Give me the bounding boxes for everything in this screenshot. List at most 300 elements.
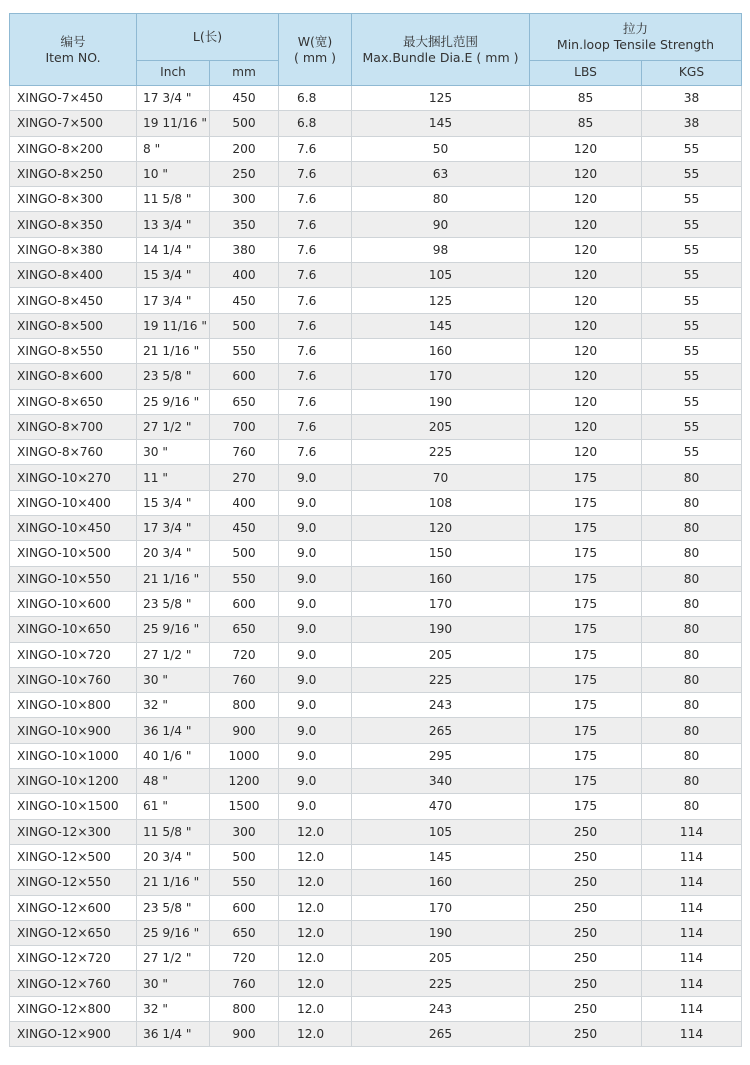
cell-tensile-lbs: 120 — [530, 313, 642, 338]
cell-item-no: XINGO-8×600 — [10, 364, 137, 389]
cell-item-no: XINGO-7×500 — [10, 111, 137, 136]
cell-length-mm: 400 — [210, 263, 279, 288]
cell-length-inch: 15 3/4 " — [137, 490, 210, 515]
cell-tensile-kgs: 114 — [642, 844, 742, 869]
cell-width: 6.8 — [279, 86, 352, 111]
cell-item-no: XINGO-10×800 — [10, 693, 137, 718]
cell-bundle-dia: 105 — [352, 263, 530, 288]
cell-bundle-dia: 205 — [352, 414, 530, 439]
cell-length-mm: 650 — [210, 617, 279, 642]
cell-item-no: XINGO-12×800 — [10, 996, 137, 1021]
cell-width: 12.0 — [279, 1021, 352, 1046]
cell-tensile-kgs: 114 — [642, 946, 742, 971]
table-row — [10, 414, 742, 439]
cell-tensile-lbs: 120 — [530, 389, 642, 414]
cell-length-inch: 11 5/8 " — [137, 819, 210, 844]
cell-length-mm: 760 — [210, 440, 279, 465]
cell-bundle-dia: 470 — [352, 794, 530, 819]
cell-bundle-dia: 190 — [352, 920, 530, 945]
cell-length-mm: 760 — [210, 971, 279, 996]
cell-length-mm: 500 — [210, 313, 279, 338]
table-row — [10, 591, 742, 616]
cell-tensile-lbs: 250 — [530, 870, 642, 895]
cell-tensile-kgs: 80 — [642, 718, 742, 743]
cell-item-no: XINGO-10×1500 — [10, 794, 137, 819]
cell-tensile-lbs: 120 — [530, 136, 642, 161]
cell-length-mm: 650 — [210, 920, 279, 945]
cell-width: 9.0 — [279, 642, 352, 667]
cell-length-mm: 500 — [210, 111, 279, 136]
cell-bundle-dia: 265 — [352, 1021, 530, 1046]
cell-tensile-lbs: 250 — [530, 895, 642, 920]
cell-bundle-dia: 265 — [352, 718, 530, 743]
cell-tensile-kgs: 80 — [642, 490, 742, 515]
cell-bundle-dia: 108 — [352, 490, 530, 515]
cell-length-mm: 450 — [210, 516, 279, 541]
header-width-line1: W(宽) — [297, 33, 333, 49]
table-row — [10, 769, 742, 794]
cell-tensile-lbs: 85 — [530, 86, 642, 111]
cell-length-mm: 550 — [210, 870, 279, 895]
cell-length-inch: 8 " — [137, 136, 210, 161]
cell-item-no: XINGO-10×600 — [10, 591, 137, 616]
table-row — [10, 338, 742, 363]
table-row — [10, 566, 742, 591]
cell-width: 9.0 — [279, 516, 352, 541]
header-length: L(长) — [137, 14, 279, 61]
cell-width: 7.6 — [279, 389, 352, 414]
cell-bundle-dia: 340 — [352, 769, 530, 794]
cell-length-mm: 550 — [210, 338, 279, 363]
cell-tensile-lbs: 120 — [530, 440, 642, 465]
cell-length-mm: 900 — [210, 718, 279, 743]
table-row — [10, 667, 742, 692]
table-row — [10, 718, 742, 743]
cell-tensile-kgs: 114 — [642, 870, 742, 895]
cell-tensile-kgs: 80 — [642, 769, 742, 794]
cell-tensile-lbs: 120 — [530, 187, 642, 212]
cell-item-no: XINGO-8×760 — [10, 440, 137, 465]
cell-length-inch: 17 3/4 " — [137, 516, 210, 541]
cell-width: 12.0 — [279, 920, 352, 945]
table-row — [10, 516, 742, 541]
cell-tensile-lbs: 85 — [530, 111, 642, 136]
table-row — [10, 819, 742, 844]
cell-tensile-lbs: 175 — [530, 794, 642, 819]
table-row — [10, 313, 742, 338]
cell-tensile-lbs: 175 — [530, 541, 642, 566]
table-row — [10, 642, 742, 667]
header-inch: Inch — [137, 61, 210, 86]
cell-tensile-lbs: 250 — [530, 920, 642, 945]
cell-item-no: XINGO-8×450 — [10, 288, 137, 313]
cell-length-inch: 30 " — [137, 667, 210, 692]
cell-bundle-dia: 243 — [352, 693, 530, 718]
cell-tensile-kgs: 80 — [642, 541, 742, 566]
cell-width: 9.0 — [279, 667, 352, 692]
cell-bundle-dia: 105 — [352, 819, 530, 844]
cell-width: 9.0 — [279, 541, 352, 566]
cell-width: 7.6 — [279, 212, 352, 237]
cell-width: 12.0 — [279, 844, 352, 869]
cell-item-no: XINGO-8×400 — [10, 263, 137, 288]
header-dia-line2: Max.Bundle Dia.E ( mm ) — [362, 49, 519, 65]
cell-length-inch: 20 3/4 " — [137, 541, 210, 566]
cell-bundle-dia: 70 — [352, 465, 530, 490]
cable-tie-spec-table — [9, 13, 742, 1047]
header-tensile — [530, 14, 742, 61]
cell-tensile-kgs: 55 — [642, 136, 742, 161]
table-row — [10, 440, 742, 465]
cell-item-no: XINGO-10×450 — [10, 516, 137, 541]
cell-item-no: XINGO-10×760 — [10, 667, 137, 692]
header-item-no — [10, 14, 137, 86]
cell-tensile-lbs: 250 — [530, 971, 642, 996]
cell-item-no: XINGO-8×250 — [10, 161, 137, 186]
cell-tensile-lbs: 250 — [530, 844, 642, 869]
cell-bundle-dia: 150 — [352, 541, 530, 566]
cell-tensile-kgs: 80 — [642, 617, 742, 642]
cell-bundle-dia: 145 — [352, 844, 530, 869]
cell-length-inch: 13 3/4 " — [137, 212, 210, 237]
cell-tensile-kgs: 80 — [642, 465, 742, 490]
table-row — [10, 136, 742, 161]
cell-length-inch: 20 3/4 " — [137, 844, 210, 869]
cell-item-no: XINGO-10×400 — [10, 490, 137, 515]
cell-tensile-kgs: 114 — [642, 1021, 742, 1046]
cell-tensile-kgs: 80 — [642, 667, 742, 692]
header-item-en: Item NO. — [45, 49, 101, 65]
cell-width: 7.6 — [279, 313, 352, 338]
table-row — [10, 743, 742, 768]
cell-length-inch: 21 1/16 " — [137, 338, 210, 363]
cell-tensile-kgs: 55 — [642, 338, 742, 363]
cell-tensile-kgs: 55 — [642, 364, 742, 389]
table-row — [10, 541, 742, 566]
header-width — [279, 14, 352, 86]
cell-item-no: XINGO-12×500 — [10, 844, 137, 869]
table-row — [10, 364, 742, 389]
cell-tensile-lbs: 175 — [530, 642, 642, 667]
cell-tensile-kgs: 55 — [642, 187, 742, 212]
cell-item-no: XINGO-8×500 — [10, 313, 137, 338]
cell-length-mm: 270 — [210, 465, 279, 490]
table-row — [10, 288, 742, 313]
cell-tensile-kgs: 55 — [642, 414, 742, 439]
cell-length-inch: 19 11/16 " — [137, 313, 210, 338]
cell-bundle-dia: 225 — [352, 971, 530, 996]
cell-tensile-kgs: 80 — [642, 693, 742, 718]
table-row — [10, 490, 742, 515]
cell-item-no: XINGO-8×350 — [10, 212, 137, 237]
cell-tensile-kgs: 55 — [642, 389, 742, 414]
cell-tensile-kgs: 38 — [642, 111, 742, 136]
cell-bundle-dia: 295 — [352, 743, 530, 768]
table-row — [10, 794, 742, 819]
table-row — [10, 844, 742, 869]
cell-tensile-kgs: 55 — [642, 313, 742, 338]
cell-tensile-kgs: 55 — [642, 237, 742, 262]
table-row — [10, 237, 742, 262]
cell-tensile-lbs: 175 — [530, 617, 642, 642]
cell-length-inch: 48 " — [137, 769, 210, 794]
table-row — [10, 693, 742, 718]
cell-tensile-kgs: 80 — [642, 743, 742, 768]
cell-length-inch: 10 " — [137, 161, 210, 186]
cell-bundle-dia: 145 — [352, 111, 530, 136]
cell-tensile-lbs: 175 — [530, 516, 642, 541]
cell-width: 9.0 — [279, 743, 352, 768]
cell-width: 7.6 — [279, 237, 352, 262]
cell-item-no: XINGO-10×550 — [10, 566, 137, 591]
cell-length-mm: 1200 — [210, 769, 279, 794]
cell-tensile-kgs: 55 — [642, 440, 742, 465]
cell-bundle-dia: 50 — [352, 136, 530, 161]
table-header — [10, 14, 742, 86]
cell-length-mm: 380 — [210, 237, 279, 262]
cell-length-inch: 15 3/4 " — [137, 263, 210, 288]
cell-tensile-kgs: 80 — [642, 794, 742, 819]
cell-tensile-lbs: 120 — [530, 414, 642, 439]
cell-width: 9.0 — [279, 490, 352, 515]
cell-length-inch: 36 1/4 " — [137, 718, 210, 743]
cell-length-mm: 800 — [210, 693, 279, 718]
cell-length-mm: 600 — [210, 591, 279, 616]
cell-width: 9.0 — [279, 718, 352, 743]
cell-tensile-kgs: 80 — [642, 642, 742, 667]
cell-tensile-kgs: 114 — [642, 971, 742, 996]
cell-bundle-dia: 90 — [352, 212, 530, 237]
cell-bundle-dia: 243 — [352, 996, 530, 1021]
cell-item-no: XINGO-12×550 — [10, 870, 137, 895]
header-kgs: KGS — [642, 61, 742, 86]
cell-width: 7.6 — [279, 414, 352, 439]
cell-item-no: XINGO-12×720 — [10, 946, 137, 971]
header-width-line2: ( mm ) — [293, 49, 337, 65]
cell-bundle-dia: 120 — [352, 516, 530, 541]
cell-item-no: XINGO-10×720 — [10, 642, 137, 667]
cell-length-inch: 11 " — [137, 465, 210, 490]
cell-tensile-kgs: 55 — [642, 288, 742, 313]
cell-tensile-lbs: 120 — [530, 161, 642, 186]
cell-width: 7.6 — [279, 161, 352, 186]
cell-item-no: XINGO-10×1200 — [10, 769, 137, 794]
cell-width: 12.0 — [279, 971, 352, 996]
cell-bundle-dia: 160 — [352, 566, 530, 591]
table-row — [10, 971, 742, 996]
cell-bundle-dia: 170 — [352, 364, 530, 389]
cell-tensile-lbs: 120 — [530, 338, 642, 363]
cell-length-mm: 200 — [210, 136, 279, 161]
cell-bundle-dia: 205 — [352, 946, 530, 971]
cell-length-inch: 27 1/2 " — [137, 414, 210, 439]
header-tensile-cn: 拉力 — [622, 21, 648, 37]
cell-width: 9.0 — [279, 465, 352, 490]
cell-tensile-kgs: 114 — [642, 996, 742, 1021]
header-lbs: LBS — [530, 61, 642, 86]
cell-width: 12.0 — [279, 996, 352, 1021]
table-row — [10, 111, 742, 136]
header-dia-line1: 最大捆扎范围 — [402, 33, 478, 49]
cell-tensile-lbs: 120 — [530, 212, 642, 237]
table-row — [10, 1021, 742, 1046]
cell-width: 7.6 — [279, 364, 352, 389]
cell-tensile-kgs: 80 — [642, 516, 742, 541]
table-row — [10, 86, 742, 111]
cell-tensile-lbs: 175 — [530, 718, 642, 743]
cell-length-inch: 30 " — [137, 440, 210, 465]
cell-length-inch: 27 1/2 " — [137, 642, 210, 667]
cell-tensile-kgs: 80 — [642, 566, 742, 591]
cell-length-inch: 61 " — [137, 794, 210, 819]
cell-width: 12.0 — [279, 946, 352, 971]
cell-width: 12.0 — [279, 870, 352, 895]
cell-item-no: XINGO-12×760 — [10, 971, 137, 996]
cell-tensile-lbs: 120 — [530, 263, 642, 288]
table-row — [10, 895, 742, 920]
cell-item-no: XINGO-8×380 — [10, 237, 137, 262]
cell-item-no: XINGO-10×500 — [10, 541, 137, 566]
cell-width: 7.6 — [279, 187, 352, 212]
cell-item-no: XINGO-8×650 — [10, 389, 137, 414]
cell-length-mm: 250 — [210, 161, 279, 186]
cell-item-no: XINGO-10×650 — [10, 617, 137, 642]
cell-length-inch: 25 9/16 " — [137, 617, 210, 642]
table-row — [10, 920, 742, 945]
cell-length-inch: 23 5/8 " — [137, 591, 210, 616]
cell-length-inch: 40 1/6 " — [137, 743, 210, 768]
cell-bundle-dia: 98 — [352, 237, 530, 262]
header-item-cn: 编号 — [60, 33, 86, 49]
cell-tensile-kgs: 55 — [642, 263, 742, 288]
table-row — [10, 996, 742, 1021]
cell-bundle-dia: 125 — [352, 288, 530, 313]
cell-length-mm: 900 — [210, 1021, 279, 1046]
cell-bundle-dia: 80 — [352, 187, 530, 212]
cell-length-inch: 17 3/4 " — [137, 288, 210, 313]
cell-item-no: XINGO-10×1000 — [10, 743, 137, 768]
cell-width: 9.0 — [279, 617, 352, 642]
cell-tensile-kgs: 114 — [642, 895, 742, 920]
table-row — [10, 389, 742, 414]
cell-length-inch: 11 5/8 " — [137, 187, 210, 212]
cell-tensile-lbs: 175 — [530, 591, 642, 616]
cell-length-mm: 450 — [210, 86, 279, 111]
cell-length-mm: 550 — [210, 566, 279, 591]
header-tensile-en: Min.loop Tensile Strength — [556, 37, 715, 52]
table-row — [10, 870, 742, 895]
cell-tensile-lbs: 175 — [530, 566, 642, 591]
cell-tensile-kgs: 38 — [642, 86, 742, 111]
cell-length-mm: 600 — [210, 364, 279, 389]
cell-tensile-lbs: 250 — [530, 946, 642, 971]
cell-length-mm: 800 — [210, 996, 279, 1021]
cell-length-inch: 14 1/4 " — [137, 237, 210, 262]
table-body — [10, 86, 742, 1047]
cell-width: 9.0 — [279, 769, 352, 794]
cell-length-inch: 36 1/4 " — [137, 1021, 210, 1046]
cell-length-mm: 300 — [210, 187, 279, 212]
cell-item-no: XINGO-7×450 — [10, 86, 137, 111]
cell-bundle-dia: 205 — [352, 642, 530, 667]
cell-item-no: XINGO-12×900 — [10, 1021, 137, 1046]
cell-width: 7.6 — [279, 263, 352, 288]
cell-width: 9.0 — [279, 591, 352, 616]
cell-tensile-lbs: 175 — [530, 465, 642, 490]
cell-tensile-lbs: 250 — [530, 996, 642, 1021]
cell-tensile-lbs: 250 — [530, 819, 642, 844]
cell-length-mm: 450 — [210, 288, 279, 313]
cell-width: 7.6 — [279, 440, 352, 465]
cell-length-inch: 30 " — [137, 971, 210, 996]
cell-length-inch: 19 11/16 " — [137, 111, 210, 136]
cell-tensile-kgs: 55 — [642, 212, 742, 237]
cell-length-inch: 27 1/2 " — [137, 946, 210, 971]
cell-length-mm: 300 — [210, 819, 279, 844]
cell-length-inch: 25 9/16 " — [137, 920, 210, 945]
cell-length-mm: 500 — [210, 844, 279, 869]
cell-tensile-lbs: 175 — [530, 490, 642, 515]
cell-item-no: XINGO-8×200 — [10, 136, 137, 161]
cell-bundle-dia: 170 — [352, 591, 530, 616]
table-row — [10, 617, 742, 642]
cell-length-inch: 23 5/8 " — [137, 895, 210, 920]
cell-item-no: XINGO-8×550 — [10, 338, 137, 363]
table-row — [10, 946, 742, 971]
cell-length-inch: 21 1/16 " — [137, 566, 210, 591]
cell-bundle-dia: 190 — [352, 617, 530, 642]
cell-length-mm: 720 — [210, 946, 279, 971]
table-row — [10, 465, 742, 490]
cell-bundle-dia: 145 — [352, 313, 530, 338]
cell-bundle-dia: 160 — [352, 338, 530, 363]
cell-length-inch: 17 3/4 " — [137, 86, 210, 111]
cell-length-inch: 25 9/16 " — [137, 389, 210, 414]
cell-item-no: XINGO-10×900 — [10, 718, 137, 743]
cell-width: 9.0 — [279, 566, 352, 591]
spec-table-container — [9, 13, 741, 1047]
cell-width: 12.0 — [279, 895, 352, 920]
cell-length-mm: 700 — [210, 414, 279, 439]
cell-length-mm: 350 — [210, 212, 279, 237]
cell-width: 6.8 — [279, 111, 352, 136]
table-row — [10, 161, 742, 186]
cell-item-no: XINGO-12×600 — [10, 895, 137, 920]
cell-width: 7.6 — [279, 288, 352, 313]
cell-bundle-dia: 125 — [352, 86, 530, 111]
cell-item-no: XINGO-8×700 — [10, 414, 137, 439]
cell-tensile-lbs: 175 — [530, 693, 642, 718]
cell-tensile-kgs: 114 — [642, 920, 742, 945]
cell-bundle-dia: 63 — [352, 161, 530, 186]
cell-bundle-dia: 225 — [352, 440, 530, 465]
table-row — [10, 263, 742, 288]
cell-tensile-lbs: 120 — [530, 364, 642, 389]
cell-tensile-lbs: 175 — [530, 667, 642, 692]
cell-item-no: XINGO-12×650 — [10, 920, 137, 945]
cell-length-mm: 720 — [210, 642, 279, 667]
cell-item-no: XINGO-8×300 — [10, 187, 137, 212]
cell-bundle-dia: 170 — [352, 895, 530, 920]
cell-item-no: XINGO-12×300 — [10, 819, 137, 844]
cell-tensile-kgs: 55 — [642, 161, 742, 186]
table-row — [10, 187, 742, 212]
header-mm: mm — [210, 61, 279, 86]
cell-tensile-lbs: 250 — [530, 1021, 642, 1046]
cell-bundle-dia: 160 — [352, 870, 530, 895]
cell-length-mm: 1000 — [210, 743, 279, 768]
cell-tensile-lbs: 120 — [530, 288, 642, 313]
